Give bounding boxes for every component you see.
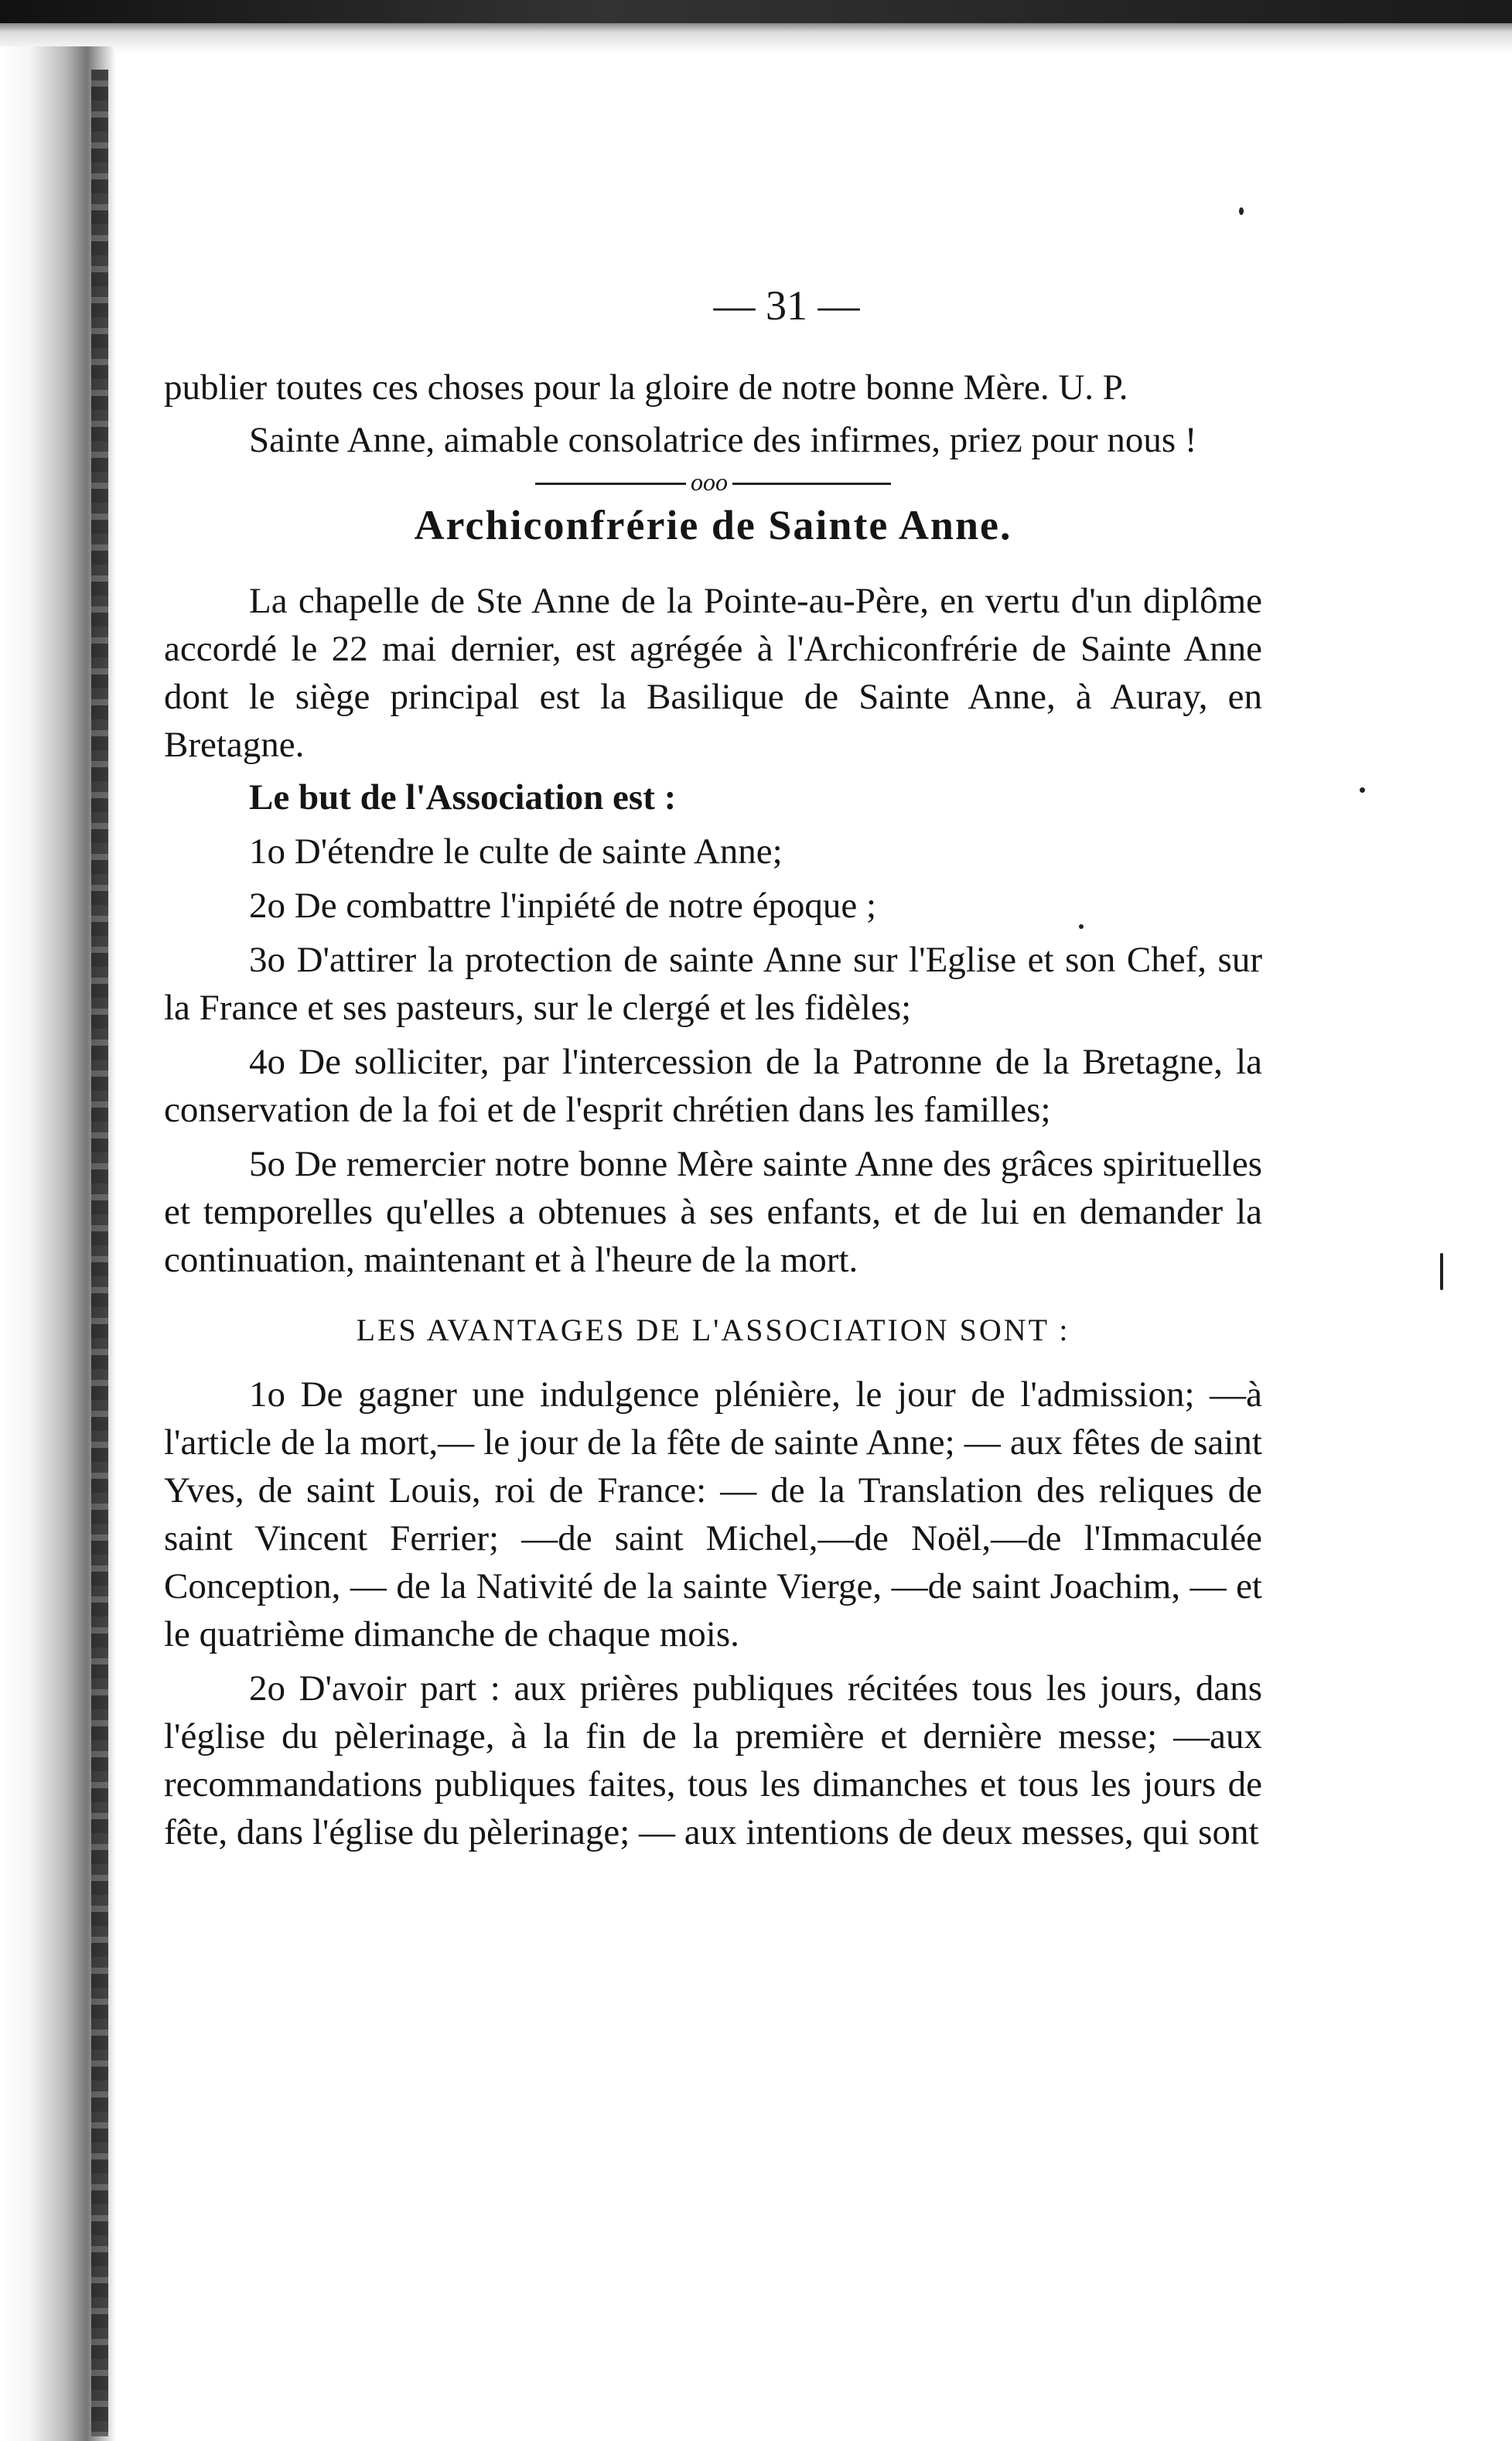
- goals-list: [164, 828, 1262, 1284]
- scan-shadow-top: [0, 23, 1512, 54]
- goal-item: 3o D'attirer la protection de sainte Anne sur l'Eglise et son Chef, sur la France et ses pasteurs, sur le clergé et les fidèles;: [164, 940, 1262, 1028]
- goal-item: 5o De remercier notre bonne Mère sainte Anne des grâces spirituelles et temporelles qu'elles a obtenues à ses enfants, et de lui en demander la continuation, maintenant et à l'heure de la mort.: [164, 1144, 1262, 1280]
- goal-item: 2o De combattre l'inpiété de notre époque ;: [249, 886, 877, 926]
- scan-mark: [1440, 1253, 1443, 1290]
- scan-speck: [1360, 787, 1365, 793]
- scan-speck: [1239, 207, 1244, 215]
- advantages-heading: LES AVANTAGES DE L'ASSOCIATION SONT :: [356, 1313, 1070, 1347]
- invocation-paragraph: Sainte Anne, aimable consolatrice des infirmes, priez pour nous !: [249, 420, 1197, 460]
- goal-item: 1o D'étendre le culte de sainte Anne;: [249, 831, 783, 872]
- advantage-item: 1o De gagner une indulgence plénière, le jour de l'admission; —à l'article de la mort,— le jour de la fête de sainte Anne; — aux fêtes de saint Yves, de saint Louis, roi de France: — de la Translation des reliques de saint Vincent Ferrier; —de saint Michel,—de Noël,—de l'Immaculée Conception, — de la Nativité de la sainte Vierge, —de saint Joachim, — et le quatrième dimanche de chaque mois.: [164, 1374, 1262, 1654]
- scan-border-top: [0, 0, 1512, 23]
- goal-item: 4o De solliciter, par l'intercession de la Patronne de la Bretagne, la conservation de la foi et de l'esprit chrétien dans les familles;: [164, 1042, 1262, 1130]
- intro-paragraph: La chapelle de Ste Anne de la Pointe-au-Père, en vertu d'un diplôme accordé le 22 mai dernier, est agrégée à l'Archiconfrérie de Sainte Anne dont le siège principal est la Basilique de Sainte Anne, à Auray, en Bretagne.: [164, 581, 1262, 765]
- goal-heading: Le but de l'Association est :: [249, 777, 677, 818]
- separator-mark: ooo: [686, 470, 732, 493]
- page-number: — 31 —: [713, 282, 860, 329]
- section-title: Archiconfrérie de Sainte Anne.: [414, 502, 1012, 548]
- section-separator: [535, 468, 891, 496]
- advantage-item: 2o D'avoir part : aux prières publiques récitées tous les jours, dans l'église du pèlerinage, à la fin de la première et dernière messe; —aux recommandations publiques faites, tous les dimanches et tous les jours de fête, dans l'église du pèlerinage; — aux intentions de deux messes, qui sont: [164, 1668, 1262, 1852]
- advantages-list: [164, 1371, 1262, 1856]
- document-page: [164, 278, 1262, 1856]
- scan-binding-edge: [91, 70, 108, 2436]
- opening-paragraph: publier toutes ces choses pour la gloire de notre bonne Mère. U. P.: [164, 367, 1128, 408]
